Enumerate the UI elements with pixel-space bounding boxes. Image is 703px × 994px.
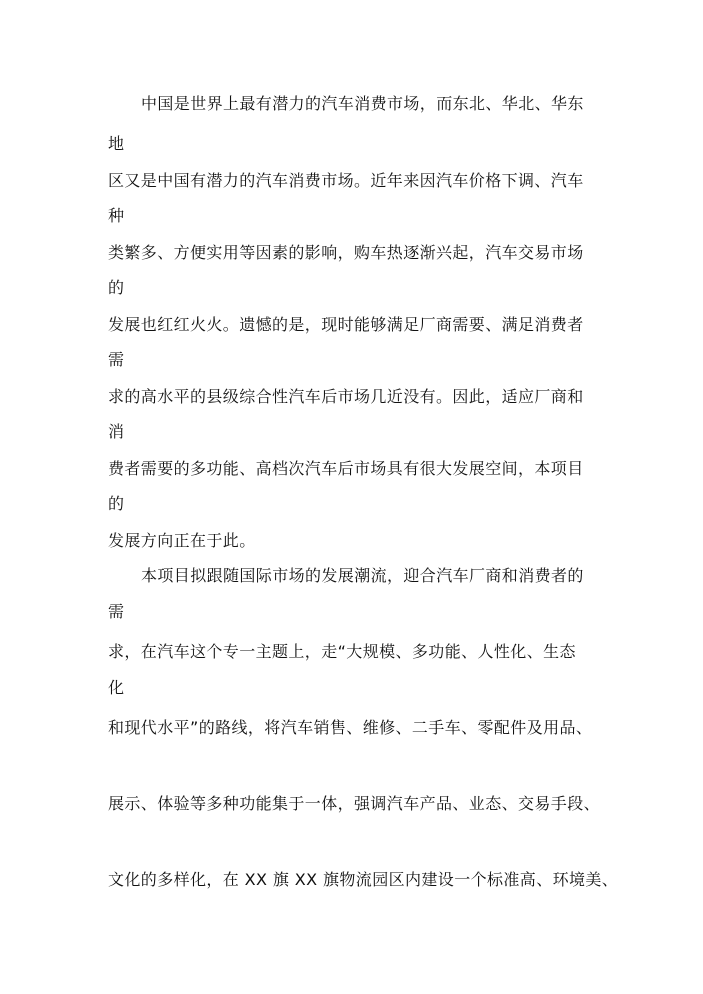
paragraph-line: 种 xyxy=(108,206,125,225)
paragraph-line: 本项目拟跟随国际市场的发展潮流，迎合汽车厂商和消费者的 xyxy=(141,566,584,585)
paragraph-line: 的 xyxy=(108,494,125,513)
paragraph-line: 求的高水平的县级综合性汽车后市场几近没有。因此，适应厂商和 xyxy=(108,387,584,406)
paragraph-line: 消 xyxy=(108,422,125,441)
paragraph-line: 化 xyxy=(108,678,125,697)
paragraph-line: 发展方向正在于此。 xyxy=(108,531,256,550)
paragraph-line: 和现代水平”的路线，将汽车销售、维修、二手车、零配件及用品、 xyxy=(108,718,593,737)
paragraph-line: 费者需要的多功能、高档次汽车后市场具有很大发展空间，本项目 xyxy=(108,459,584,478)
paragraph-line: 文化的多样化，在 XX 旗 XX 旗物流园区内建设一个标准高、环境美、 xyxy=(108,870,619,889)
paragraph-line: 发展也红红火火。遗憾的是，现时能够满足厂商需要、满足消费者 xyxy=(108,315,584,334)
paragraph-line: 展示、体验等多种功能集于一体，强调汽车产品、业态、交易手段、 xyxy=(108,794,601,813)
paragraph-line: 的 xyxy=(108,278,125,297)
paragraph-line: 地 xyxy=(108,134,125,153)
paragraph-line: 需 xyxy=(108,602,125,621)
paragraph-line: 求，在汽车这个专一主题上，走“大规模、多功能、人性化、生态 xyxy=(108,642,576,661)
paragraph-line: 需 xyxy=(108,350,125,369)
paragraph-line: 中国是世界上最有潜力的汽车消费市场，而东北、华北、华东 xyxy=(141,94,584,113)
paragraph-line: 类繁多、方便实用等因素的影响，购车热逐渐兴起，汽车交易市场 xyxy=(108,243,584,262)
paragraph-line: 区又是中国有潜力的汽车消费市场。近年来因汽车价格下调、汽车 xyxy=(108,171,584,190)
